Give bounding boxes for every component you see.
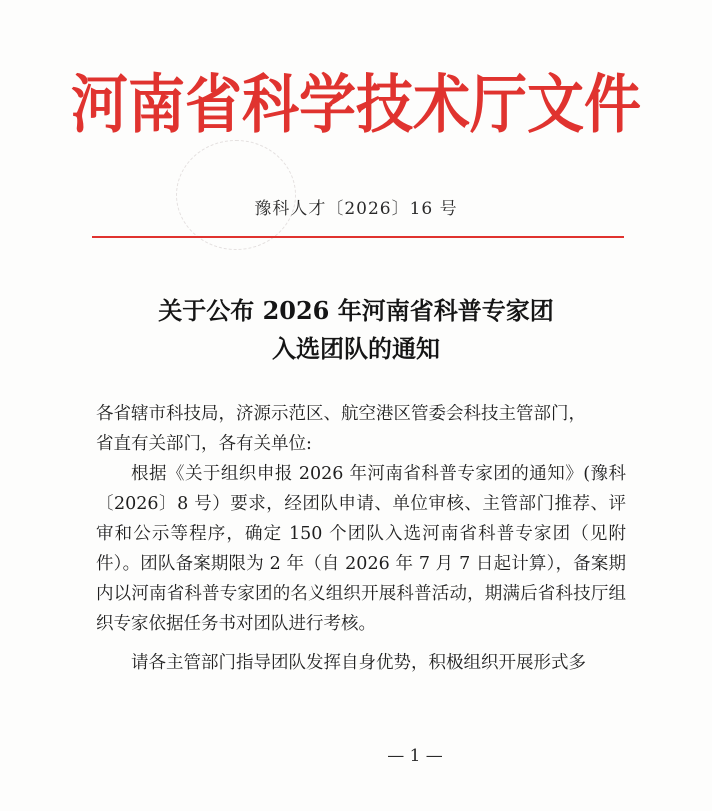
salutation-line-2: 省直有关部门，各有关单位: <box>96 434 312 454</box>
faint-seal-mark <box>176 140 296 250</box>
masthead-title: 河南省科学技术厅文件 <box>71 68 641 142</box>
document-number: 豫科人才〔2026〕16 号 <box>254 199 458 219</box>
notice-title-line-1: 关于公布 2026 年河南省科普专家团 <box>158 296 554 325</box>
document-body <box>96 399 626 678</box>
page-number: — 1 — <box>387 746 443 766</box>
body-paragraph-2: 请各主管部门指导团队发挥自身优势，积极组织开展形式多 <box>131 653 586 673</box>
body-paragraph-1: 根据《关于组织申报 2026 年河南省科普专家团的通知》(豫科〔2026〕8 号）要求，经团队申请、单位审核、主管部门推荐、评审和公示等程序，确定 150 个团队入选河南省科普专家团（见附件）。团队备案期限为 2 年（自 2026 年 7 月 7 日起计算），备案期内以河南省科普专家团的名义组织开展科普活动，期满后省科技厅组织专家依据任务书对团队进行考核。 <box>96 464 626 634</box>
red-separator-line <box>92 236 624 238</box>
salutation-line-1: 各省辖市科技局，济源示范区、航空港区管委会科技主管部门， <box>96 404 586 424</box>
notice-title-line-2: 入选团队的通知 <box>272 334 440 363</box>
notice-title <box>0 292 712 368</box>
